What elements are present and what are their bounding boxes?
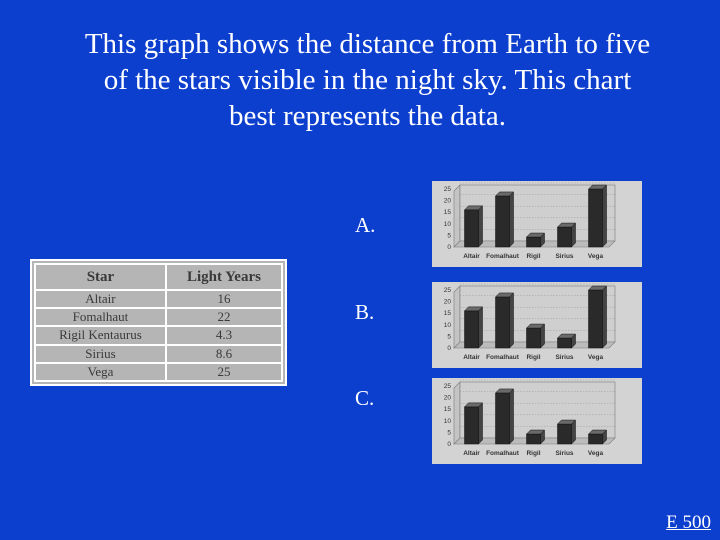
y-tick-label: 15 (443, 209, 451, 217)
y-tick-label: 10 (443, 321, 451, 329)
chart-bar (527, 430, 545, 444)
x-tick-label: Rigil (526, 450, 541, 457)
chart-bar (589, 430, 607, 444)
y-tick-label: 25 (443, 287, 451, 294)
option-a-label[interactable]: A. (355, 213, 376, 237)
table-header-light-years: Light Years (166, 264, 282, 290)
table-cell-star: Fomalhaut (35, 308, 166, 326)
table-row (35, 326, 282, 344)
option-c-chart[interactable] (432, 378, 642, 464)
option-c-label[interactable]: C. (355, 386, 375, 410)
y-tick-label: 0 (447, 441, 451, 448)
table-cell-light-years: 8.6 (166, 345, 282, 363)
x-tick-label: Altair (463, 354, 480, 361)
table-row (35, 363, 282, 381)
table-cell-light-years: 25 (166, 363, 282, 381)
y-tick-label: 15 (443, 406, 451, 414)
x-tick-label: Fomalhaut (486, 450, 519, 457)
chart-bar (527, 324, 545, 348)
chart-side-wall (454, 382, 460, 444)
bar-chart-svg (432, 378, 642, 464)
y-tick-label: 0 (447, 345, 451, 352)
chart-bar (558, 334, 576, 348)
table-row (35, 308, 282, 326)
chart-bar (527, 233, 545, 247)
chart-bar (465, 403, 483, 444)
chart-bar (589, 286, 607, 348)
y-tick-label: 15 (443, 310, 451, 318)
y-tick-label: 5 (447, 333, 451, 341)
star-distance-table (30, 259, 287, 386)
table-cell-star: Altair (35, 290, 166, 308)
y-tick-label: 10 (443, 417, 451, 425)
x-tick-label: Sirius (555, 450, 574, 457)
y-tick-label: 5 (447, 429, 451, 437)
bar-chart-svg (432, 181, 642, 267)
table-cell-star: Rigil Kentaurus (35, 326, 166, 344)
option-b-label[interactable]: B. (355, 300, 375, 324)
x-tick-label: Sirius (555, 253, 574, 260)
chart-side-wall (454, 286, 460, 348)
table-cell-light-years: 22 (166, 308, 282, 326)
x-tick-label: Rigil (526, 253, 541, 260)
table-header-star: Star (35, 264, 166, 290)
x-tick-label: Vega (587, 354, 604, 361)
y-tick-label: 20 (443, 394, 451, 402)
table-cell-light-years: 4.3 (166, 326, 282, 344)
chart-back-wall (460, 382, 615, 438)
y-tick-label: 10 (443, 220, 451, 228)
x-tick-label: Vega (587, 450, 604, 457)
chart-bar (465, 206, 483, 247)
x-tick-label: Vega (587, 253, 604, 260)
chart-bar (496, 192, 514, 247)
table-row (35, 345, 282, 363)
chart-bar (465, 307, 483, 348)
y-tick-label: 25 (443, 383, 451, 390)
option-a-chart[interactable] (432, 181, 642, 267)
x-tick-label: Altair (463, 450, 480, 457)
chart-bar (558, 223, 576, 247)
y-tick-label: 5 (447, 232, 451, 240)
table-cell-light-years: 16 (166, 290, 282, 308)
chart-side-wall (454, 185, 460, 247)
y-tick-label: 0 (447, 244, 451, 251)
chart-bar (589, 185, 607, 247)
score-link[interactable]: E 500 (666, 512, 711, 533)
y-tick-label: 25 (443, 186, 451, 193)
x-tick-label: Fomalhaut (486, 253, 519, 260)
chart-bar (496, 293, 514, 348)
question-text: This graph shows the distance from Earth to five of the stars visible in the night sky. This chart best represents the data. (84, 28, 651, 132)
table-cell-star: Vega (35, 363, 166, 381)
chart-bar (496, 389, 514, 444)
x-tick-label: Rigil (526, 354, 541, 361)
table-header-row (35, 264, 282, 290)
bar-chart-svg (432, 282, 642, 368)
y-tick-label: 20 (443, 197, 451, 205)
chart-bar (558, 420, 576, 444)
table-cell-star: Sirius (35, 345, 166, 363)
option-b-chart[interactable] (432, 282, 642, 368)
x-tick-label: Altair (463, 253, 480, 260)
x-tick-label: Fomalhaut (486, 354, 519, 361)
table-row (35, 290, 282, 308)
y-tick-label: 20 (443, 298, 451, 306)
x-tick-label: Sirius (555, 354, 574, 361)
